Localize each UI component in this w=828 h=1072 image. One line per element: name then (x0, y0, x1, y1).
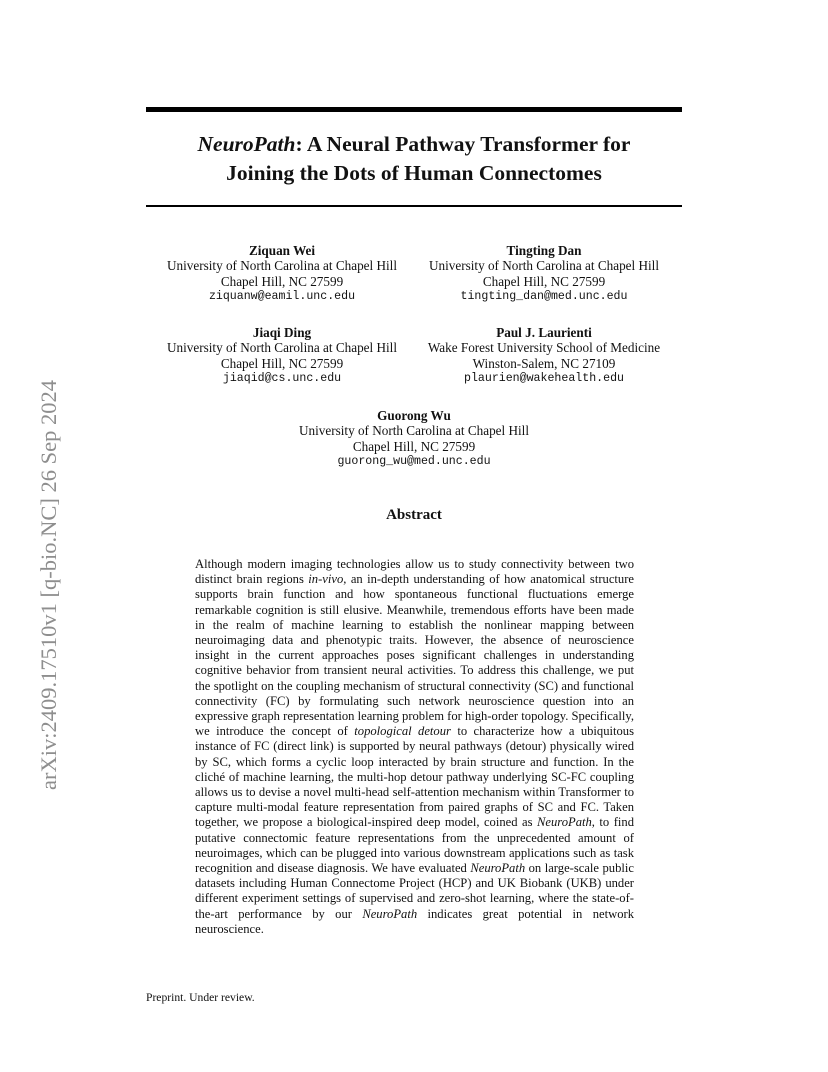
abstract-emphasis: topological detour (354, 724, 451, 739)
abstract-segment: indicates great potential in network neuroscience. (195, 906, 634, 936)
author-block (404, 325, 684, 387)
author-location: Chapel Hill, NC 27599 (220, 355, 344, 371)
author-email[interactable]: plaurien@wakehealth.edu (463, 371, 625, 385)
arxiv-stamp: arXiv:2409.17510v1 [q-bio.NC] 26 Sep 2024 (36, 380, 61, 790)
author-block (142, 325, 422, 387)
title-line2: Joining the Dots of Human Connectomes (226, 161, 602, 185)
author-location: Chapel Hill, NC 27599 (220, 273, 344, 289)
title-line1: : A Neural Pathway Transformer for (295, 132, 631, 156)
abstract-segment: , an in-depth understanding of how anatomical structure supports brain function and how spontaneous functional fluctuations emerge remarkable cognition is still elusive. Meanwhile, tremendous efforts have been made in the realm of machine learning to establish the nonlinear mapping between neuroimaging data and phenotypic traits. However, the absence of neuroscience insight in the current approaches poses significant challenges in understanding cognitive behavior from transient neural activities. To address this challenge, we put the spotlight on the coupling mechanism of structural connectivity (SC) and functional connectivity (FC) by formulating such network neuroscience question into an expressive graph representation learning problem for high-order topology. Specifically, we introduce the concept of (195, 572, 635, 739)
title-italic: NeuroPath (197, 132, 296, 156)
author-location: Chapel Hill, NC 27599 (482, 273, 606, 289)
author-location: Winston-Salem, NC 27109 (472, 355, 616, 371)
abstract-segment: on large-scale public datasets including Human Connectome Project (HCP) and UK Biobank (UKB) under different experiment settings of supervised and zero-shot learning, where the state-of-the-art performance by our (195, 861, 634, 921)
author-affiliation: University of North Carolina at Chapel Hill (298, 423, 529, 439)
author-email[interactable]: tingting_dan@med.unc.edu (460, 289, 628, 303)
author-block (142, 243, 422, 305)
abstract-emphasis: NeuroPath (362, 906, 418, 921)
author-affiliation: University of North Carolina at Chapel Hill (166, 258, 397, 274)
author-block (274, 408, 554, 470)
author-location: Chapel Hill, NC 27599 (352, 438, 476, 454)
abstract-heading: Abstract (386, 507, 442, 523)
abstract-emphasis: in-vivo (308, 572, 344, 587)
author-affiliation: University of North Carolina at Chapel Hill (166, 340, 397, 356)
abstract-text (195, 557, 634, 937)
author-name: Jiaqi Ding (252, 325, 312, 340)
paper-title (146, 130, 682, 188)
abstract-segment: , to find putative connectomic feature representations from the unprecedented amount of neuroimages, which can be plugged into various downstream applications such as task recognition and disease diagnosis. We have evaluated (195, 815, 634, 876)
abstract-segment: Although modern imaging technologies allow us to study connectivity between two distinct brain regions (195, 557, 634, 587)
author-name: Tingting Dan (506, 243, 582, 258)
author-name: Guorong Wu (377, 408, 451, 423)
title-bottom-rule (146, 205, 682, 207)
author-affiliation: University of North Carolina at Chapel Hill (428, 258, 659, 274)
abstract-segment: to characterize how a ubiquitous instance of FC (direct link) is supported by neural pathways (detour) physically wired by SC, which forms a cyclic loop interacted by brain structure and function. In the cliché of machine learning, the multi-hop detour pathway underlying SC-FC coupling allows us to devise a novel multi-head self-attention mechanism within Transformer to capture multi-modal feature representation from paired graphs of SC and FC. Taken together, we propose a biological-inspired deep model, coined as (195, 724, 634, 830)
author-name: Paul J. Laurienti (496, 325, 592, 340)
abstract-emphasis: NeuroPath (470, 861, 526, 876)
author-email[interactable]: ziquanw@eamil.unc.edu (208, 289, 356, 303)
author-email[interactable]: jiaqid@cs.unc.edu (222, 371, 342, 385)
footer-note: Preprint. Under review. (146, 991, 255, 1004)
author-affiliation: Wake Forest University School of Medicine (427, 340, 661, 356)
author-block (404, 243, 684, 305)
author-name: Ziquan Wei (248, 243, 316, 258)
title-top-rule (146, 107, 682, 112)
author-email[interactable]: guorong_wu@med.unc.edu (337, 454, 491, 468)
abstract-emphasis: NeuroPath (536, 815, 592, 830)
